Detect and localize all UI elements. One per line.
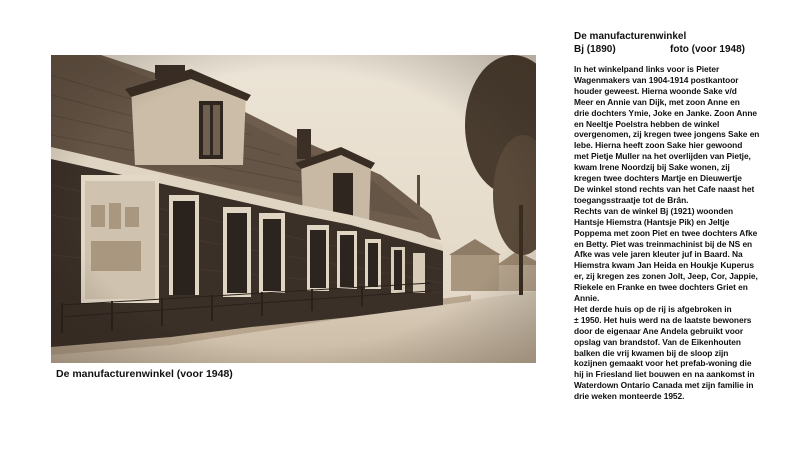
- build-year: Bj (1890): [574, 44, 616, 55]
- body-line: drie weken monteerde 1952.: [574, 391, 685, 402]
- body-line: door de eigenaar Ane Andela gebruikt voor: [574, 325, 744, 336]
- body-line: opslag van brandstof. Van de Eikenhouten: [574, 336, 741, 347]
- body-line: drie dochters Ymie, Joke en Janke. Zoon Anne: [574, 107, 758, 118]
- body-line: In het winkelpand links voor is Pieter: [574, 64, 720, 74]
- panel-title: De manufacturenwinkel: [574, 31, 687, 42]
- body-line: overgenomen, zij kregen twee jongens Sake en: [574, 129, 760, 140]
- body-line: Iebe. Hierna heeft zoon Sake hier gewoond: [574, 140, 743, 151]
- sepia-photograph: [51, 55, 536, 363]
- body-line: Poppema met zoon Piet en twee dochters Afke: [574, 227, 758, 238]
- body-line: Wagenmakers van 1904-1914 postkantoor: [574, 74, 739, 85]
- body-line: Het derde huis op de rij is afgebroken in: [574, 303, 732, 314]
- body-line: hij in Friesland liet bouwen en na aankomst in: [574, 369, 755, 380]
- panel-body-text: [574, 64, 774, 402]
- body-line: Meer en Annie van Dijk, met zoon Anne en: [574, 96, 740, 107]
- body-line: Afke was vele jaren kleuter juf in Baard. Na: [574, 249, 743, 260]
- body-line: er, zij kregen zes zonen Jolt, Jeep, Cor, Jappie,: [574, 271, 758, 282]
- body-line: Riekele en Franke en twee dochters Griet en: [574, 282, 748, 293]
- street-photo: [51, 55, 536, 363]
- body-line: Waterdown Ontario Canada met zijn familie in: [574, 380, 754, 391]
- body-line: kozijnen gemaakt voor het prefab-woning die: [574, 358, 752, 369]
- photo-caption: De manufacturenwinkel (voor 1948): [56, 368, 233, 380]
- body-line: en Neeltje Poelstra hebben de winkel: [574, 118, 720, 129]
- body-line: ± 1950. Het huis werd na de laatste bewoners: [574, 314, 752, 325]
- body-line: kregen twee dochters Martje en Dieuwertje: [574, 173, 742, 184]
- body-line: Hantsje Hiemstra (Hantsje Pik) en Jeltje: [574, 216, 730, 227]
- photo-date: foto (voor 1948): [670, 44, 746, 55]
- body-line: balken die vrij kwamen bij de sloop zijn: [574, 347, 729, 358]
- body-line: toegangsstraatje tot de Brân.: [574, 194, 689, 205]
- body-line: en Betty. Piet was treinmachinist bij de NS en: [574, 238, 753, 249]
- panel-subtitle: [574, 43, 774, 56]
- body-line: houder geweest. Hierna woonde Sake v/d: [574, 85, 737, 96]
- body-line: met Pietje Muller na het overlijden van Pietje,: [574, 151, 751, 162]
- body-line: Hiemstra kwam Jan Heida en Houkje Kuperus: [574, 260, 754, 271]
- body-line: Rechts van de winkel Bj (1921) woonden: [574, 205, 734, 216]
- body-line: Annie.: [574, 293, 600, 304]
- body-line: De winkel stond rechts van het Cafe naast het: [574, 183, 755, 194]
- body-line: kwam Irene Noordzij bij Sake wonen, zij: [574, 162, 730, 173]
- description-panel: [574, 30, 774, 402]
